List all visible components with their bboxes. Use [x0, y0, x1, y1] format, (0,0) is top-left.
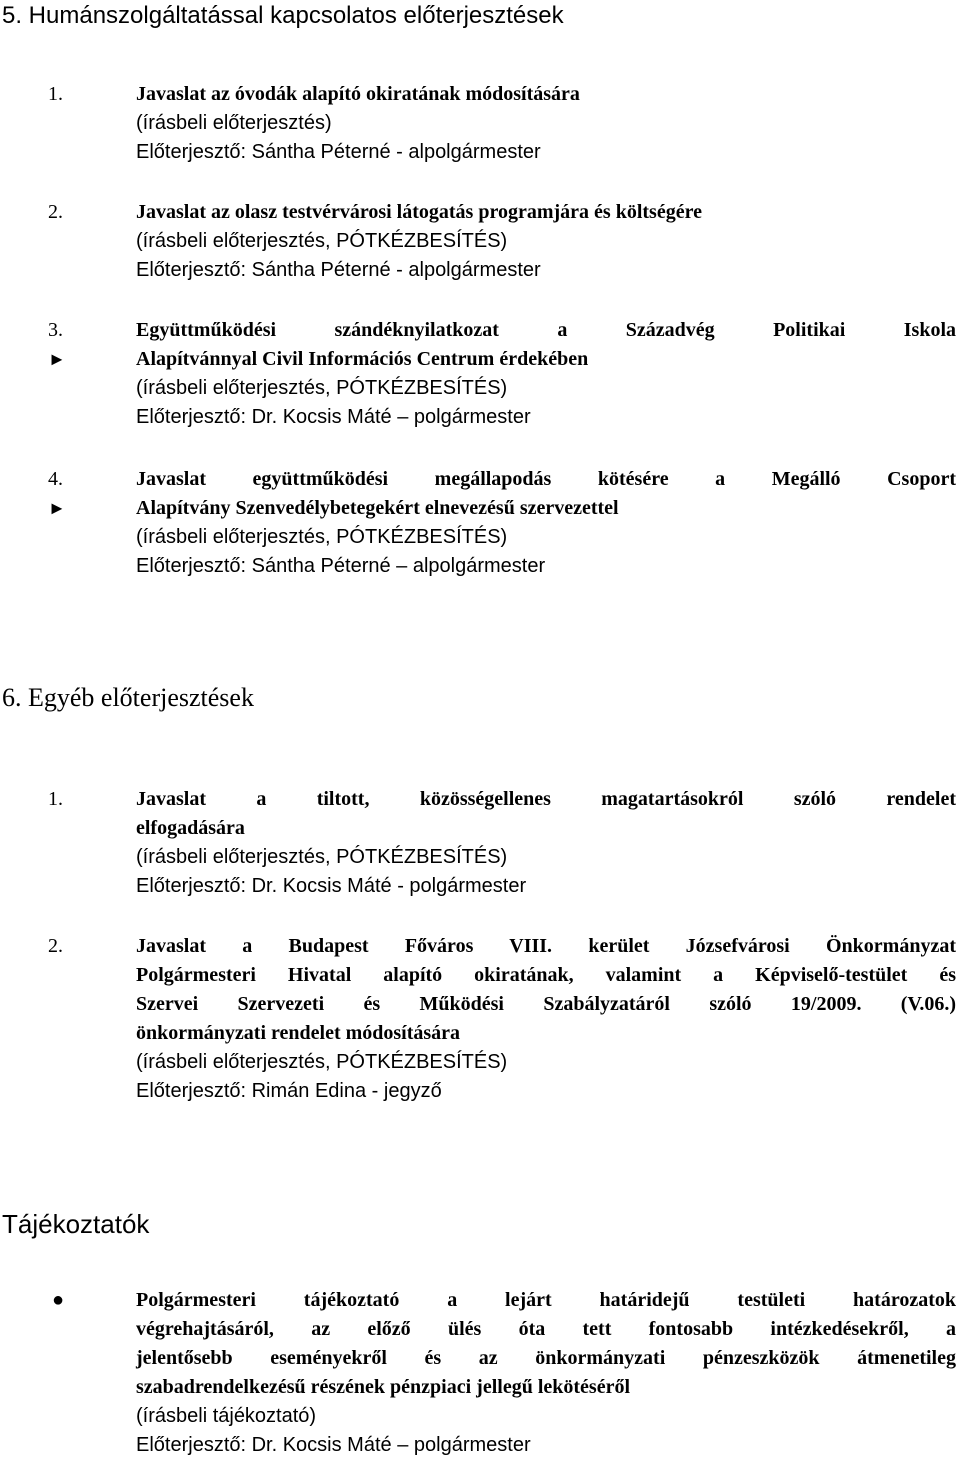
- item-note: (írásbeli tájékoztató): [136, 1405, 317, 1427]
- tajekoztatok-heading: Tájékoztatók: [2, 1209, 150, 1239]
- agenda-item-5-2: [48, 198, 956, 285]
- item-title-line: szabadrendelkezésű részének pénzpiaci jellegű lekötéséről: [136, 1376, 631, 1398]
- item-title-line: Együttműködési szándéknyilatkozat a Századvég Politikai Iskola: [136, 319, 956, 341]
- item-title: Javaslat az óvodák alapító okiratának módosítására: [136, 83, 580, 105]
- item-title-line: Alapítvánnyal Civil Információs Centrum érdekében: [136, 348, 589, 370]
- item-title-line: Javaslat a Budapest Főváros VIII. kerület Józsefvárosi Önkormányzat: [136, 935, 956, 957]
- item-presenter: Előterjesztő: Sántha Péterné - alpolgármester: [136, 259, 541, 281]
- item-number: 4.: [48, 468, 63, 490]
- item-presenter: Előterjesztő: Dr. Kocsis Máté - polgármester: [136, 875, 527, 897]
- item-note: (írásbeli előterjesztés, PÓTKÉZBESÍTÉS): [136, 526, 508, 548]
- item-title-line: önkormányzati rendelet módosítására: [136, 1022, 461, 1044]
- item-number: 1.: [48, 83, 63, 105]
- item-title-line: jelentősebb eseményekről és az önkormányzati pénzeszközök átmenetileg: [136, 1347, 956, 1369]
- item-title-line: Polgármesteri tájékoztató a lejárt határidejű testületi határozatok: [136, 1289, 956, 1311]
- agenda-item-5-1: [48, 80, 956, 167]
- item-title-line: végrehajtásáról, az előző ülés óta tett fontosabb intézkedésekről, a: [136, 1318, 956, 1340]
- agenda-item-6-1: [48, 785, 956, 901]
- item-number: 2.: [48, 935, 63, 957]
- item-presenter: Előterjesztő: Dr. Kocsis Máté – polgármester: [136, 406, 531, 428]
- item-title-line: Javaslat a tiltott, közösségellenes magatartásokról szóló rendelet: [136, 788, 956, 810]
- item-presenter: Előterjesztő: Rimán Edina - jegyző: [136, 1080, 442, 1102]
- item-presenter: Előterjesztő: Dr. Kocsis Máté – polgármester: [136, 1434, 531, 1456]
- item-note: (írásbeli előterjesztés, PÓTKÉZBESÍTÉS): [136, 230, 508, 252]
- section-6-heading: 6. Egyéb előterjesztések: [2, 683, 254, 712]
- item-title-line: elfogadására: [136, 817, 245, 839]
- item-title-line: Javaslat együttműködési megállapodás kötésére a Megálló Csoport: [136, 468, 956, 490]
- item-title-line: Polgármesteri Hivatal alapító okiratának, valamint a Képviselő-testület és: [136, 964, 956, 986]
- item-presenter: Előterjesztő: Sántha Péterné – alpolgármester: [136, 555, 546, 577]
- item-number: 1.: [48, 788, 63, 810]
- item-title: Javaslat az olasz testvérvárosi látogatás programjára és költségére: [136, 201, 702, 223]
- agenda-item-6-2: [48, 932, 956, 1106]
- bullet-icon: ●: [52, 1289, 65, 1311]
- arrow-marker-icon: ►: [48, 498, 66, 518]
- item-title-line: Alapítvány Szenvedélybetegekért elnevezésű szervezettel: [136, 497, 619, 519]
- info-item-1: [48, 1286, 956, 1460]
- arrow-marker-icon: ►: [48, 349, 66, 369]
- section-5-heading: 5. Humánszolgáltatással kapcsolatos előterjesztések: [2, 2, 564, 29]
- agenda-item-5-4: [48, 465, 956, 581]
- item-note: (írásbeli előterjesztés, PÓTKÉZBESÍTÉS): [136, 846, 508, 868]
- item-number: 2.: [48, 201, 63, 223]
- item-note: (írásbeli előterjesztés, PÓTKÉZBESÍTÉS): [136, 377, 508, 399]
- agenda-item-5-3: [48, 316, 956, 432]
- item-title-line: Szervei Szervezeti és Működési Szabályzatáról szóló 19/2009. (V.06.): [136, 993, 956, 1015]
- item-note: (írásbeli előterjesztés): [136, 112, 332, 134]
- item-note: (írásbeli előterjesztés, PÓTKÉZBESÍTÉS): [136, 1051, 508, 1073]
- item-number: 3.: [48, 319, 63, 341]
- item-presenter: Előterjesztő: Sántha Péterné - alpolgármester: [136, 141, 541, 163]
